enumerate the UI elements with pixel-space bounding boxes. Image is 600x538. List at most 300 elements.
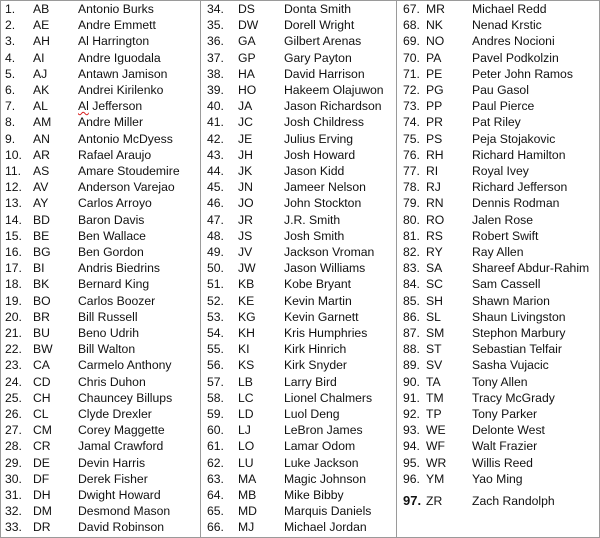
player-abbreviation: DH (33, 488, 51, 502)
row-number: 6. (5, 83, 16, 97)
player-abbreviation: TA (426, 374, 441, 389)
row-number: 22. (5, 342, 22, 357)
table-row (201, 98, 397, 114)
player-name: LeBron James (284, 423, 363, 438)
row-number: 18. (5, 277, 22, 292)
player-abbreviation: MB (238, 488, 257, 502)
player-name: Marquis Daniels (284, 504, 372, 519)
player-name: Andre Iguodala (78, 50, 161, 65)
row-number: 93. (403, 423, 420, 438)
player-abbreviation: WF (426, 439, 445, 454)
table-row (1, 114, 200, 130)
player-abbreviation: BI (33, 261, 45, 276)
player-abbreviation: MA (238, 471, 257, 486)
table-row (1, 33, 200, 49)
row-number: 42. (207, 131, 224, 146)
player-abbreviation: KH (238, 326, 255, 340)
player-name: Bill Walton (78, 342, 136, 357)
row-number: 88. (403, 342, 420, 357)
table-row (201, 276, 397, 292)
row-number: 66. (207, 520, 224, 535)
player-abbreviation: PS (426, 131, 443, 146)
player-abbreviation: PP (426, 99, 443, 114)
table-row (201, 341, 397, 357)
player-abbreviation: AS (33, 164, 50, 178)
row-number: 47. (207, 212, 224, 227)
player-abbreviation: BG (33, 245, 51, 259)
row-number: 25. (5, 390, 22, 405)
table-row (201, 228, 397, 244)
player-abbreviation: SH (426, 293, 443, 308)
table-row (1, 1, 200, 17)
row-number: 97. (403, 493, 422, 508)
player-name: Pau Gasol (472, 83, 529, 97)
player-name: Antonio McDyess (78, 131, 173, 146)
row-number: 37. (207, 50, 224, 65)
table-row (397, 493, 600, 509)
player-abbreviation: CM (33, 423, 52, 438)
player-abbreviation: TP (426, 407, 442, 421)
table-row (201, 179, 397, 195)
row-number: 89. (403, 358, 420, 373)
player-name: Lamar Odom (284, 439, 356, 454)
player-name: Richard Hamilton (472, 147, 566, 162)
player-name: Sebastian Telfair (472, 342, 562, 357)
player-name: Peter John Ramos (472, 66, 573, 81)
player-name: Lionel Chalmers (284, 390, 373, 405)
player-name: Bernard King (78, 277, 150, 292)
row-number: 63. (207, 471, 224, 486)
player-name: Andres Nocioni (472, 34, 555, 49)
player-abbreviation: NO (426, 34, 445, 49)
player-name: Andris Biedrins (78, 261, 160, 276)
player-name: Royal Ivey (472, 164, 529, 178)
row-number: 80. (403, 212, 420, 227)
row-number: 92. (403, 407, 420, 421)
player-abbreviation: BW (33, 342, 53, 357)
player-name: Kevin Martin (284, 293, 352, 308)
player-name: Carlos Arroyo (78, 196, 152, 211)
row-number: 54. (207, 326, 224, 340)
player-abbreviation: JO (238, 196, 254, 211)
table-row (397, 33, 600, 49)
player-name: Sam Cassell (472, 277, 541, 292)
player-abbreviation: KS (238, 358, 255, 373)
player-abbreviation: JK (238, 164, 253, 178)
player-name: Pavel Podkolzin (472, 50, 559, 65)
player-abbreviation: LB (238, 374, 253, 389)
player-name: Kris Humphries (284, 326, 368, 340)
player-abbreviation: JV (238, 245, 253, 259)
player-abbreviation: LD (238, 407, 254, 421)
table-row (397, 422, 600, 438)
row-number: 52. (207, 293, 224, 308)
table-row (201, 374, 397, 390)
row-number: 31. (5, 488, 22, 502)
row-number: 14. (5, 212, 22, 227)
row-number: 35. (207, 18, 224, 33)
column-1 (1, 1, 200, 537)
table-row (1, 519, 200, 535)
table-row (397, 406, 600, 422)
player-abbreviation: ST (426, 342, 442, 357)
table-row (1, 293, 200, 309)
row-number: 15. (5, 228, 22, 243)
row-number: 17. (5, 261, 22, 276)
player-name: Baron Davis (78, 212, 145, 227)
table-row (1, 487, 200, 503)
table-row (1, 357, 200, 373)
player-abbreviation: BK (33, 277, 50, 292)
player-abbreviation: LU (238, 455, 254, 470)
player-abbreviation: AN (33, 131, 50, 146)
player-name: Anderson Varejao (78, 180, 175, 195)
player-abbreviation: YM (426, 471, 445, 486)
row-number: 32. (5, 504, 22, 519)
table-row (397, 114, 600, 130)
table-row (397, 212, 600, 228)
table-row (397, 341, 600, 357)
player-abbreviation: HA (238, 66, 255, 81)
table-row (1, 131, 200, 147)
player-abbreviation: DS (238, 2, 255, 16)
player-abbreviation: MJ (238, 520, 255, 535)
row-number: 23. (5, 358, 22, 373)
player-name: Dwight Howard (78, 488, 161, 502)
table-row (1, 98, 200, 114)
table-row (397, 82, 600, 98)
player-abbreviation: MD (238, 504, 257, 519)
row-number: 38. (207, 66, 224, 81)
row-number: 51. (207, 277, 224, 292)
player-abbreviation: BR (33, 309, 50, 324)
player-abbreviation: DF (33, 471, 50, 486)
player-name: Luol Deng (284, 407, 340, 421)
player-abbreviation: ZR (426, 494, 443, 508)
table-row (201, 163, 397, 179)
player-name: Peja Stojakovic (472, 131, 556, 146)
row-number: 87. (403, 326, 420, 340)
player-name: Larry Bird (284, 374, 337, 389)
player-abbreviation: CD (33, 374, 51, 389)
player-name: Amare Stoudemire (78, 164, 180, 178)
player-name: Josh Howard (284, 147, 356, 162)
table-row (201, 390, 397, 406)
player-abbreviation: PA (426, 50, 442, 65)
table-row (1, 179, 200, 195)
table-row (1, 390, 200, 406)
player-name: Josh Smith (284, 228, 345, 243)
row-number: 39. (207, 83, 224, 97)
table-row (1, 147, 200, 163)
table-row (201, 131, 397, 147)
row-number: 59. (207, 407, 224, 421)
table-row (397, 455, 600, 471)
player-name: Yao Ming (472, 471, 523, 486)
player-name: Pat Riley (472, 115, 521, 130)
row-number: 12. (5, 180, 22, 195)
row-number: 90. (403, 374, 420, 389)
player-abbreviation: JR (238, 212, 253, 227)
player-abbreviation: AI (33, 50, 45, 65)
player-abbreviation: AJ (33, 66, 48, 81)
player-abbreviation: AM (33, 115, 52, 130)
table-row (1, 50, 200, 66)
player-name: Shareef Abdur-Rahim (472, 261, 590, 276)
table-row (397, 293, 600, 309)
row-number: 28. (5, 439, 22, 454)
table-row (397, 228, 600, 244)
table-row (1, 471, 200, 487)
player-name: Ben Wallace (78, 228, 146, 243)
player-name: Jason Richardson (284, 99, 382, 114)
row-number: 81. (403, 228, 420, 243)
table-row (201, 114, 397, 130)
player-abbreviation: SV (426, 358, 443, 373)
player-name: Delonte West (472, 423, 545, 438)
player-name: Al Jefferson (78, 99, 143, 114)
player-abbreviation: RJ (426, 180, 441, 195)
player-abbreviation: SL (426, 309, 441, 324)
player-name: Zach Randolph (472, 494, 555, 508)
player-name: Chauncey Billups (78, 390, 173, 405)
player-abbreviation: BU (33, 326, 50, 340)
player-abbreviation: RH (426, 147, 444, 162)
column-2 (200, 1, 397, 537)
table-row (201, 147, 397, 163)
table-row (397, 374, 600, 390)
row-number: 10. (5, 147, 22, 162)
table-row (1, 244, 200, 260)
player-name: Gary Payton (284, 50, 352, 65)
row-number: 75. (403, 131, 420, 146)
player-name: J.R. Smith (284, 212, 341, 227)
player-abbreviation: KG (238, 309, 256, 324)
row-number: 55. (207, 342, 224, 357)
player-name: Magic Johnson (284, 471, 366, 486)
row-number: 70. (403, 50, 420, 65)
row-number: 45. (207, 180, 224, 195)
table-row (201, 438, 397, 454)
table-row (201, 487, 397, 503)
row-number: 43. (207, 147, 224, 162)
row-number: 21. (5, 326, 22, 340)
player-abbreviation: RS (426, 228, 443, 243)
row-number: 62. (207, 455, 224, 470)
row-number: 7. (5, 99, 16, 114)
table-row (1, 66, 200, 82)
table-row (201, 455, 397, 471)
player-name: Al Harrington (78, 34, 150, 49)
row-number: 72. (403, 83, 420, 97)
row-number: 3. (5, 34, 16, 49)
player-name: Jamal Crawford (78, 439, 164, 454)
row-number: 11. (5, 164, 22, 178)
row-number: 61. (207, 439, 224, 454)
player-name: Walt Frazier (472, 439, 538, 454)
player-name: Jackson Vroman (284, 245, 375, 259)
row-number: 41. (207, 115, 224, 130)
table-row (1, 195, 200, 211)
table-row (201, 503, 397, 519)
row-number: 49. (207, 245, 224, 259)
row-number: 29. (5, 455, 22, 470)
player-abbreviation: AV (33, 180, 49, 195)
table-row (1, 276, 200, 292)
player-abbreviation: BE (33, 228, 50, 243)
player-name: Corey Maggette (78, 423, 165, 438)
player-abbreviation: MR (426, 2, 445, 16)
player-name: Jason Williams (284, 261, 366, 276)
row-number: 5. (5, 66, 16, 81)
player-abbreviation: BO (33, 293, 51, 308)
table-row (201, 1, 397, 17)
player-abbreviation: CA (33, 358, 50, 373)
row-number: 67. (403, 2, 420, 16)
player-abbreviation: NK (426, 18, 443, 33)
row-number: 84. (403, 277, 420, 292)
row-number: 53. (207, 309, 224, 324)
table-row (201, 325, 397, 341)
table-row (201, 195, 397, 211)
row-number: 8. (5, 115, 16, 130)
row-number: 1. (5, 2, 16, 16)
row-number: 48. (207, 228, 224, 243)
player-abbreviation: TM (426, 390, 444, 405)
player-name: Dorell Wright (284, 18, 355, 33)
player-abbreviation: KI (238, 342, 250, 357)
row-number: 71. (403, 66, 420, 81)
table-row (201, 309, 397, 325)
player-name: Paul Pierce (472, 99, 535, 114)
row-number: 57. (207, 374, 224, 389)
player-name: Jason Kidd (284, 164, 345, 178)
player-name: Kirk Hinrich (284, 342, 347, 357)
player-abbreviation: AY (33, 196, 49, 211)
table-row (1, 341, 200, 357)
table-row (1, 503, 200, 519)
player-abbreviation: RI (426, 164, 439, 178)
player-abbreviation: AB (33, 2, 50, 16)
table-row (1, 325, 200, 341)
row-number: 34. (207, 2, 224, 16)
player-name: Josh Childress (284, 115, 364, 130)
player-abbreviation: CR (33, 439, 51, 454)
player-abbreviation: BD (33, 212, 50, 227)
table-row (397, 438, 600, 454)
row-number: 96. (403, 471, 420, 486)
row-number: 91. (403, 390, 420, 405)
player-abbreviation: PG (426, 83, 444, 97)
table-row (397, 17, 600, 33)
player-name: Chris Duhon (78, 374, 146, 389)
column-3 (396, 1, 600, 537)
player-abbreviation: AR (33, 147, 50, 162)
row-number: 9. (5, 131, 16, 146)
table-row (1, 17, 200, 33)
row-number: 50. (207, 261, 224, 276)
row-number: 44. (207, 164, 224, 178)
table-row (397, 1, 600, 17)
row-number: 16. (5, 245, 22, 259)
player-abbreviation: SM (426, 326, 445, 340)
player-name: Kirk Snyder (284, 358, 347, 373)
table-row (397, 98, 600, 114)
player-abbreviation: HO (238, 83, 257, 97)
row-number: 46. (207, 196, 224, 211)
player-name: David Robinson (78, 520, 165, 535)
row-number: 4. (5, 50, 16, 65)
player-name: Michael Redd (472, 2, 547, 16)
table-row (397, 325, 600, 341)
player-abbreviation: PR (426, 115, 443, 130)
player-abbreviation: RO (426, 212, 445, 227)
player-name: Gilbert Arenas (284, 34, 362, 49)
table-row (397, 309, 600, 325)
table-row (1, 438, 200, 454)
player-name: Jameer Nelson (284, 180, 366, 195)
player-abbreviation: JN (238, 180, 253, 195)
player-name: Beno Udrih (78, 326, 139, 340)
table-row (397, 260, 600, 276)
player-abbreviation: AH (33, 34, 50, 49)
player-abbreviation: CL (33, 407, 49, 421)
player-name: Tony Allen (472, 374, 528, 389)
table-row (201, 17, 397, 33)
player-abbreviation: AE (33, 18, 50, 33)
row-number: 85. (403, 293, 420, 308)
table-row (201, 82, 397, 98)
row-number: 20. (5, 309, 22, 324)
table-row (397, 357, 600, 373)
player-abbreviation: DW (238, 18, 259, 33)
player-name: Bill Russell (78, 309, 138, 324)
table-row (201, 422, 397, 438)
table-row (201, 406, 397, 422)
player-name: Andrei Kirilenko (78, 83, 164, 97)
row-number: 74. (403, 115, 420, 130)
player-name: Kevin Garnett (284, 309, 359, 324)
table-row (397, 163, 600, 179)
row-number: 56. (207, 358, 224, 373)
player-abbreviation: RY (426, 245, 443, 259)
player-name: Tracy McGrady (472, 390, 555, 405)
player-abbreviation: DR (33, 520, 51, 535)
row-number: 36. (207, 34, 224, 49)
player-name: Hakeem Olajuwon (284, 83, 384, 97)
row-number: 79. (403, 196, 420, 211)
table-row (397, 390, 600, 406)
row-number: 40. (207, 99, 224, 114)
player-abbreviation: WR (426, 455, 447, 470)
player-abbreviation: RN (426, 196, 444, 211)
row-number: 58. (207, 390, 224, 405)
table-row (397, 131, 600, 147)
player-abbreviation: KE (238, 293, 255, 308)
player-name: Dennis Rodman (472, 196, 560, 211)
player-name: Devin Harris (78, 455, 146, 470)
table-row (397, 195, 600, 211)
player-abbreviation: SC (426, 277, 443, 292)
player-abbreviation: JS (238, 228, 253, 243)
player-abbreviation: LJ (238, 423, 251, 438)
table-row (201, 260, 397, 276)
player-name: Stephon Marbury (472, 326, 566, 340)
player-name: David Harrison (284, 66, 365, 81)
row-number: 69. (403, 34, 420, 49)
table-row (397, 66, 600, 82)
table-row (1, 163, 200, 179)
